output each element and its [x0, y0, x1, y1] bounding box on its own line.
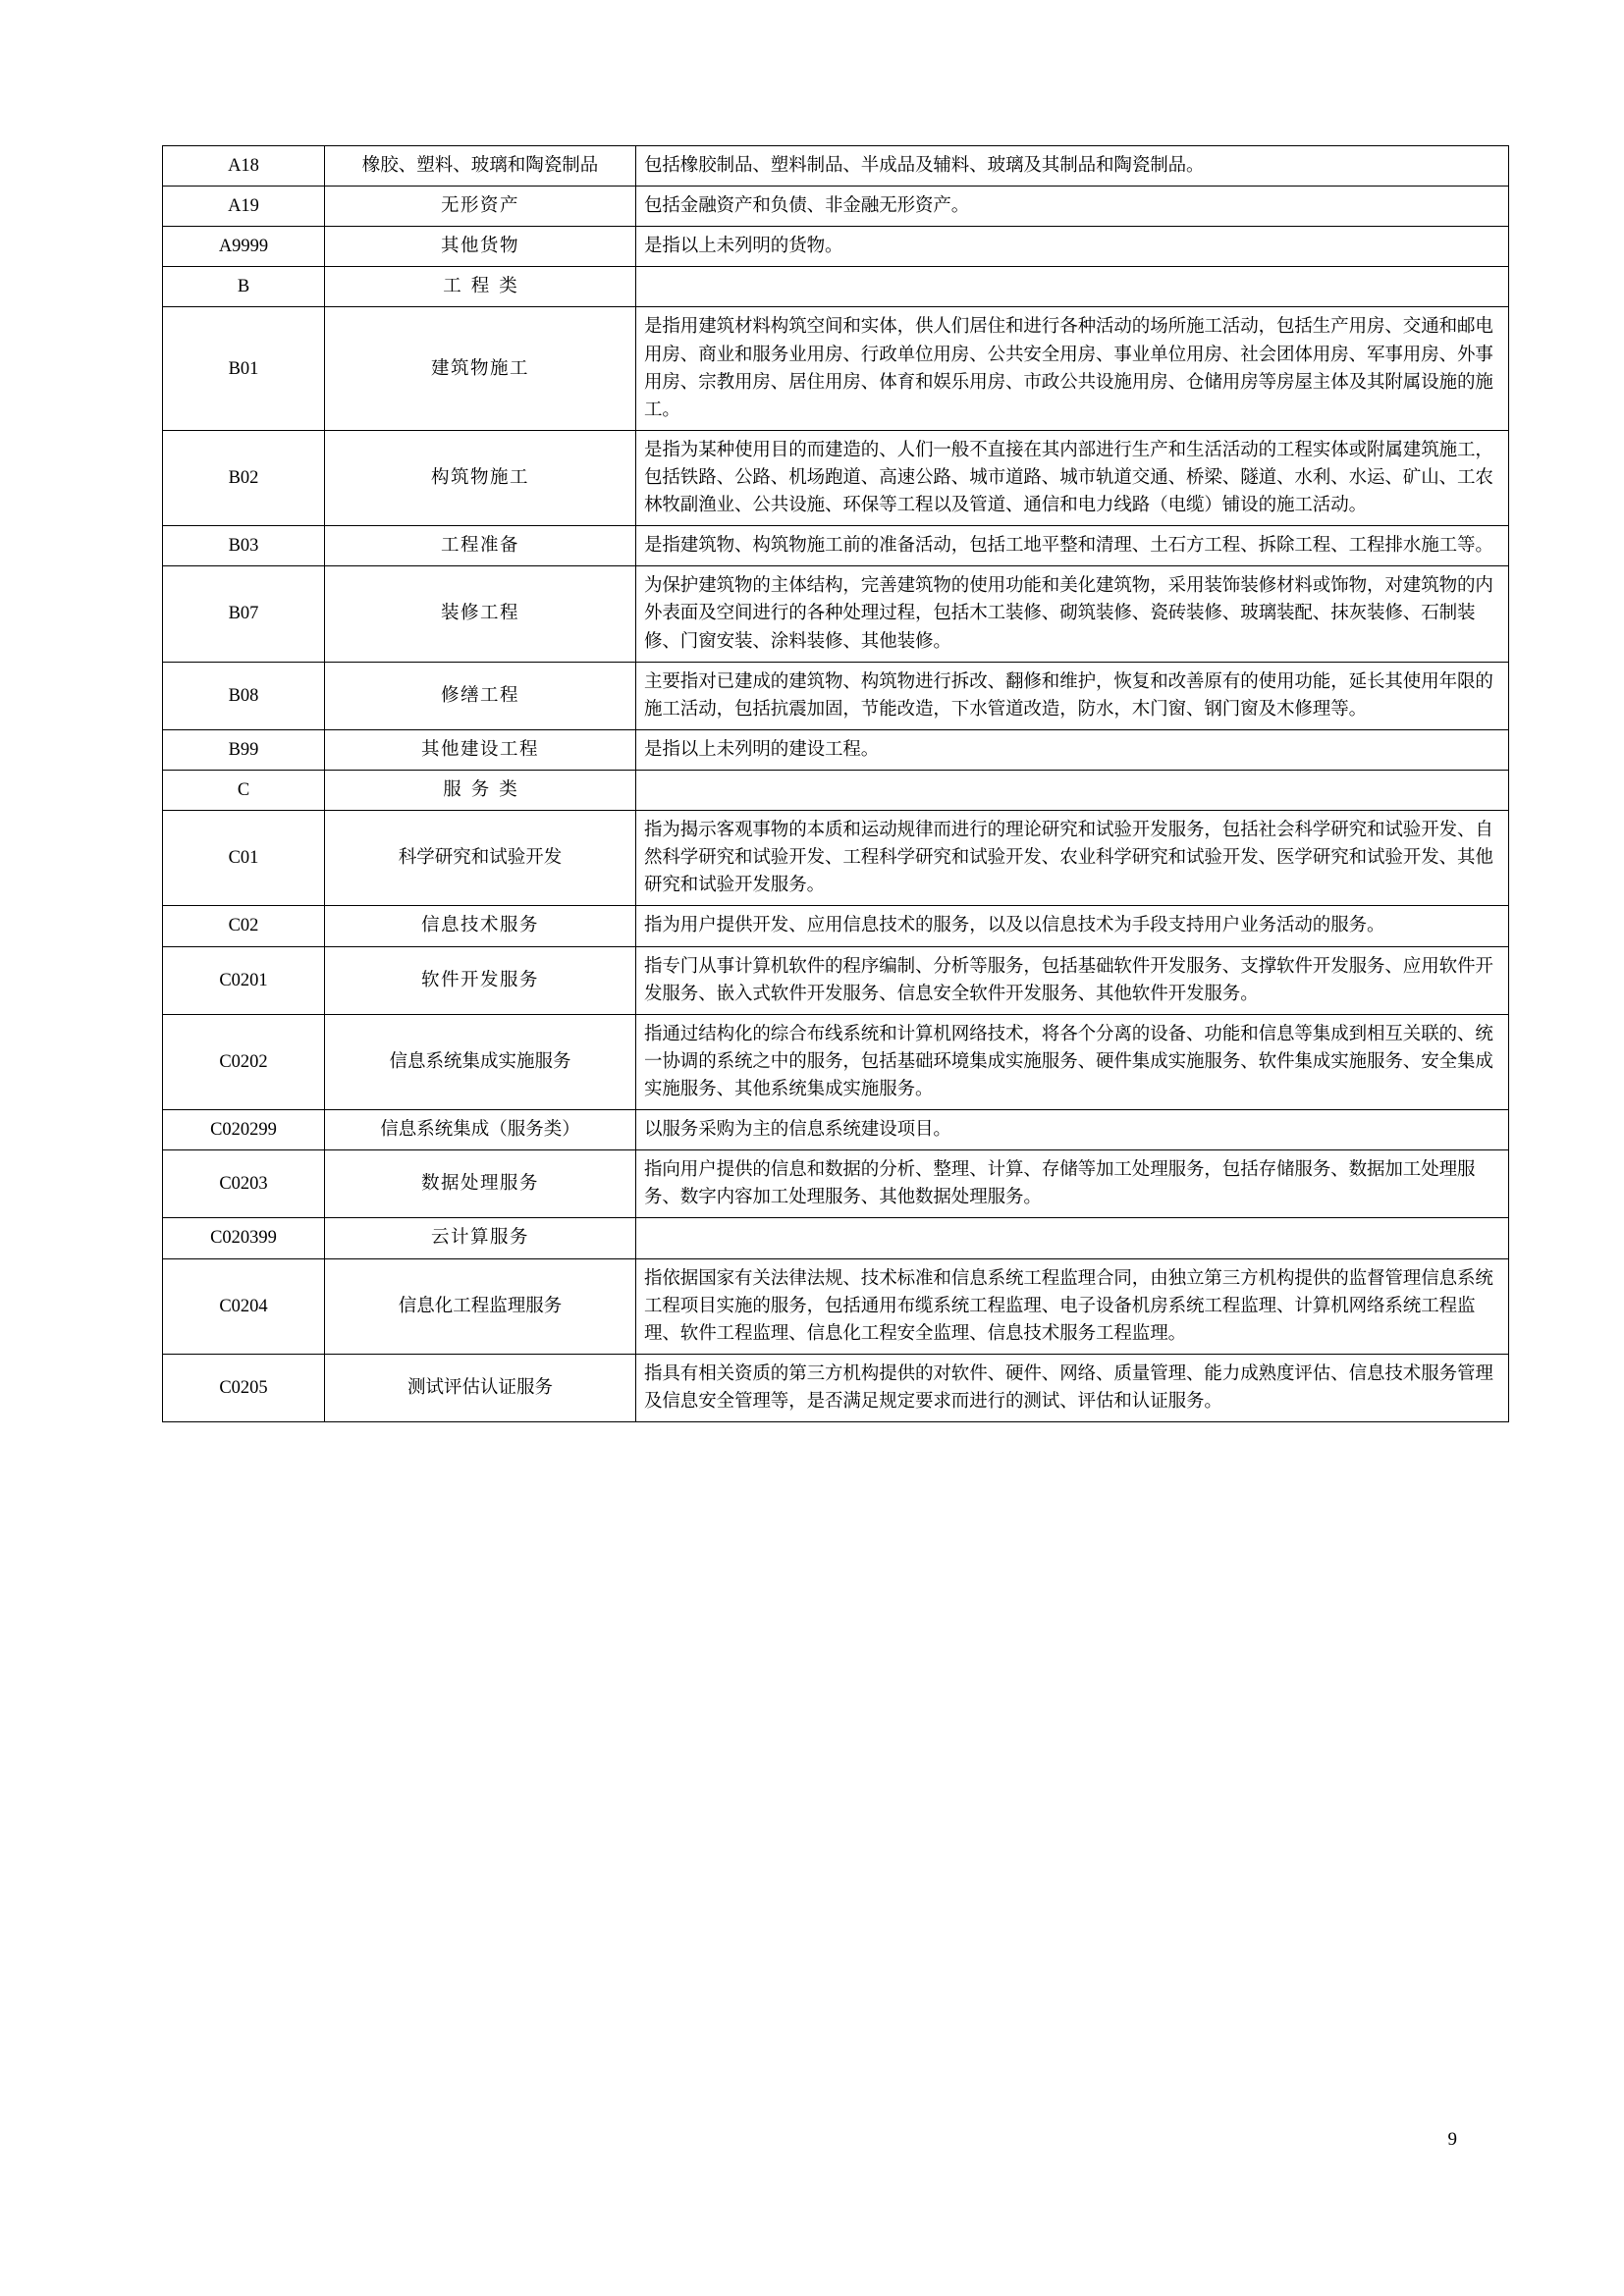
cell-name: [325, 1110, 636, 1150]
table-row: [163, 307, 1509, 430]
cell-name: [325, 811, 636, 906]
cell-code: B02: [163, 430, 325, 525]
cell-name-text: 无形资产: [440, 196, 519, 217]
cell-name: [325, 430, 636, 525]
cell-name-text: 信息化工程监理服务: [398, 1296, 563, 1316]
cell-name-text: 其他建设工程: [420, 739, 539, 760]
cell-code: B99: [163, 729, 325, 770]
cell-name-text: 装修工程: [440, 604, 519, 624]
cell-code: C0205: [163, 1354, 325, 1421]
cell-name-text: 数据处理服务: [420, 1174, 539, 1195]
table-row: [163, 566, 1509, 662]
cell-name-text: 工程准备: [440, 536, 519, 557]
table-row: [163, 770, 1509, 810]
cell-name-text: 修缮工程: [440, 685, 519, 706]
cell-name: [325, 566, 636, 662]
table-row: [163, 811, 1509, 906]
cell-code: C0201: [163, 946, 325, 1014]
table-row: [163, 227, 1509, 267]
table-row: [163, 187, 1509, 227]
cell-name-text: 信息技术服务: [420, 916, 539, 936]
cell-code: A9999: [163, 227, 325, 267]
cell-code: C020299: [163, 1110, 325, 1150]
cell-name: [325, 1150, 636, 1218]
table-row: [163, 662, 1509, 729]
cell-code: A19: [163, 187, 325, 227]
cell-description: 指依据国家有关法律法规、技术标准和信息系统工程监理合同，由独立第三方机构提供的监督管理信息系统工程项目实施的服务，包括通用布缆系统工程监理、电子设备机房系统工程监理、计算机网络系统工程监理、软件工程监理、信息化工程安全监理、信息技术服务工程监理。: [636, 1258, 1509, 1354]
cell-description: 是指以上未列明的货物。: [636, 227, 1509, 267]
table-row: [163, 906, 1509, 946]
cell-description: [636, 267, 1509, 307]
cell-name: [325, 770, 636, 810]
cell-description: 是指建筑物、构筑物施工前的准备活动，包括工地平整和清理、土石方工程、拆除工程、工程排水施工等。: [636, 526, 1509, 566]
cell-code: C0203: [163, 1150, 325, 1218]
cell-description: 指通过结构化的综合布线系统和计算机网络技术，将各个分离的设备、功能和信息等集成到相互关联的、统一协调的系统之中的服务，包括基础环境集成实施服务、硬件集成实施服务、软件集成实施服务、安全集成实施服务、其他系统集成实施服务。: [636, 1014, 1509, 1109]
table-row: [163, 1110, 1509, 1150]
cell-description: 指向用户提供的信息和数据的分析、整理、计算、存储等加工处理服务，包括存储服务、数据加工处理服务、数字内容加工处理服务、其他数据处理服务。: [636, 1150, 1509, 1218]
cell-description: [636, 1218, 1509, 1258]
cell-name-text: 科学研究和试验开发: [398, 848, 563, 869]
cell-code: C: [163, 770, 325, 810]
table-row: [163, 526, 1509, 566]
cell-code: C0204: [163, 1258, 325, 1354]
table-row: [163, 1014, 1509, 1109]
cell-description: 是指以上未列明的建设工程。: [636, 729, 1509, 770]
cell-description: 指为揭示客观事物的本质和运动规律而进行的理论研究和试验开发服务，包括社会科学研究和试验开发、自然科学研究和试验开发、工程科学研究和试验开发、农业科学研究和试验开发、医学研究和试验开发、其他研究和试验开发服务。: [636, 811, 1509, 906]
table-row: [163, 1354, 1509, 1421]
cell-name: [325, 662, 636, 729]
cell-name-text: 软件开发服务: [420, 970, 539, 990]
table-row: [163, 729, 1509, 770]
table-row: [163, 1150, 1509, 1218]
cell-code: B03: [163, 526, 325, 566]
table-row: [163, 1258, 1509, 1354]
cell-description: 是指为某种使用目的而建造的、人们一般不直接在其内部进行生产和生活活动的工程实体或附属建筑施工，包括铁路、公路、机场跑道、高速公路、城市道路、城市轨道交通、桥梁、隧道、水利、水运、矿山、工农林牧副渔业、公共设施、环保等工程以及管道、通信和电力线路（电缆）铺设的施工活动。: [636, 430, 1509, 525]
cell-name-text: 其他货物: [440, 237, 519, 257]
page-number: 9: [1447, 2129, 1457, 2150]
cell-description: 指专门从事计算机软件的程序编制、分析等服务，包括基础软件开发服务、支撑软件开发服务、应用软件开发服务、嵌入式软件开发服务、信息安全软件开发服务、其他软件开发服务。: [636, 946, 1509, 1014]
cell-name: [325, 227, 636, 267]
cell-description: 是指用建筑材料构筑空间和实体，供人们居住和进行各种活动的场所施工活动，包括生产用房、交通和邮电用房、商业和服务业用房、行政单位用房、公共安全用房、事业单位用房、社会团体用房、军事用房、外事用房、宗教用房、居住用房、体育和娱乐用房、市政公共设施用房、仓储用房等房屋主体及其附属设施的施工。: [636, 307, 1509, 430]
table-row: [163, 146, 1509, 187]
cell-code: B01: [163, 307, 325, 430]
cell-name: [325, 267, 636, 307]
table-row: [163, 430, 1509, 525]
cell-name: [325, 946, 636, 1014]
cell-code: A18: [163, 146, 325, 187]
cell-description: [636, 770, 1509, 810]
cell-description: 指具有相关资质的第三方机构提供的对软件、硬件、网络、质量管理、能力成熟度评估、信息技术服务管理及信息安全管理等，是否满足规定要求而进行的测试、评估和认证服务。: [636, 1354, 1509, 1421]
table-row: [163, 946, 1509, 1014]
cell-code: B07: [163, 566, 325, 662]
cell-description: 包括橡胶制品、塑料制品、半成品及辅料、玻璃及其制品和陶瓷制品。: [636, 146, 1509, 187]
cell-name-text: 构筑物施工: [430, 467, 529, 488]
cell-name: [325, 1354, 636, 1421]
cell-name: [325, 1258, 636, 1354]
cell-code: C01: [163, 811, 325, 906]
cell-name: [325, 187, 636, 227]
cell-name: [325, 526, 636, 566]
cell-description: 包括金融资产和负债、非金融无形资产。: [636, 187, 1509, 227]
cell-name-text: 云计算服务: [430, 1228, 529, 1249]
cell-code: C020399: [163, 1218, 325, 1258]
cell-description: 指为用户提供开发、应用信息技术的服务，以及以信息技术为手段支持用户业务活动的服务。: [636, 906, 1509, 946]
table-row: [163, 1218, 1509, 1258]
cell-name: [325, 1218, 636, 1258]
table-row: [163, 267, 1509, 307]
cell-name: [325, 906, 636, 946]
cell-name-text: 信息系统集成（服务类）: [380, 1120, 580, 1141]
cell-code: B: [163, 267, 325, 307]
cell-name-text: 信息系统集成实施服务: [389, 1051, 571, 1072]
cell-name-text: 工程类: [443, 277, 527, 297]
cell-description: 为保护建筑物的主体结构，完善建筑物的使用功能和美化建筑物，采用装饰装修材料或饰物，对建筑物的内外表面及空间进行的各种处理过程，包括木工装修、砌筑装修、瓷砖装修、玻璃装配、抹灰装修、石制装修、门窗安装、涂料装修、其他装修。: [636, 566, 1509, 662]
cell-name: [325, 729, 636, 770]
cell-name: [325, 307, 636, 430]
cell-description: 以服务采购为主的信息系统建设项目。: [636, 1110, 1509, 1150]
procurement-catalog-table: [162, 145, 1509, 1422]
cell-name: [325, 1014, 636, 1109]
cell-code: B08: [163, 662, 325, 729]
cell-name: [325, 146, 636, 187]
cell-name-text: 测试评估认证服务: [406, 1377, 553, 1398]
cell-code: C0202: [163, 1014, 325, 1109]
cell-name-text: 橡胶、塑料、玻璃和陶瓷制品: [361, 156, 599, 176]
cell-name-text: 建筑物施工: [430, 358, 529, 379]
table-body: [163, 146, 1509, 1422]
cell-description: 主要指对已建成的建筑物、构筑物进行拆改、翻修和维护，恢复和改善原有的使用功能，延长其使用年限的施工活动，包括抗震加固，节能改造，下水管道改造，防水，木门窗、钢门窗及木修理等。: [636, 662, 1509, 729]
cell-code: C02: [163, 906, 325, 946]
cell-name-text: 服务类: [443, 779, 527, 800]
